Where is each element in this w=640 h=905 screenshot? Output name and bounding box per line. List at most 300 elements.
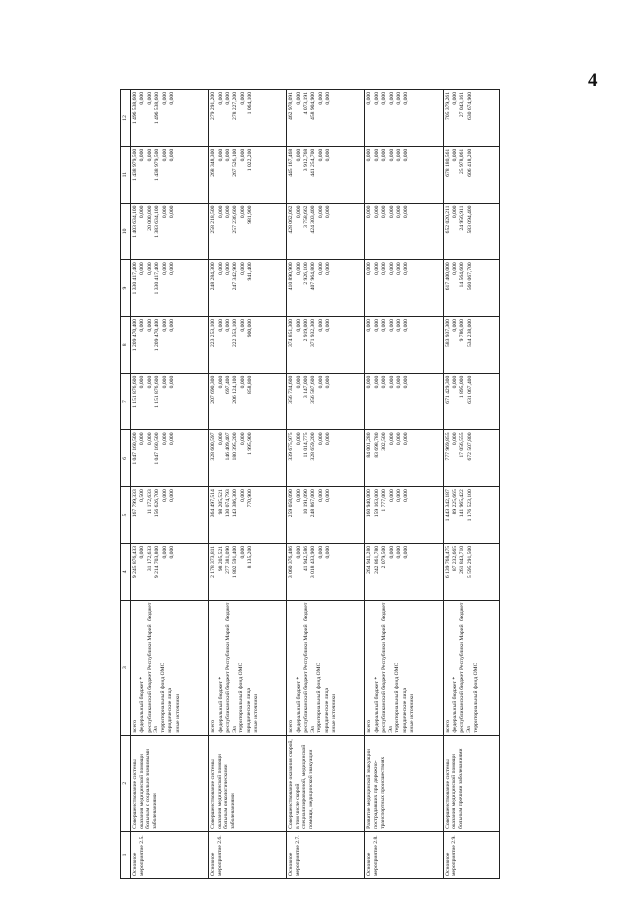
funding-source xyxy=(139,603,146,733)
amount-value: 1 151 876,600 xyxy=(132,375,138,408)
amount-value: 278 227,200 xyxy=(232,92,239,120)
amount-value: 1 176 523,100 xyxy=(466,489,473,522)
amount-value: 356 734,600 xyxy=(288,375,295,404)
funding-source-label: территориальный фонд ОМС xyxy=(159,662,166,733)
column-number: 2 xyxy=(121,735,131,831)
amount-value: 31 172,633 xyxy=(146,545,153,572)
amount-value: 0,000 xyxy=(168,375,175,389)
amount-value: 0,000 xyxy=(217,262,224,275)
amount-value: 0,000 xyxy=(317,205,324,219)
amount-value: 248 867,000 xyxy=(310,489,317,518)
funding-source-label: всего xyxy=(366,719,373,733)
amount-value: 0,000 xyxy=(395,92,402,105)
amount-value: 25 978,061 xyxy=(459,148,466,174)
amount-cell xyxy=(131,430,209,487)
amount-value: 0,000 xyxy=(451,432,458,446)
amount-cell xyxy=(209,543,287,600)
amount-value: 0,000 xyxy=(388,92,395,105)
column-number: 9 xyxy=(121,260,131,317)
amount-cell xyxy=(287,317,365,374)
funding-source xyxy=(366,603,373,733)
amount-value: 0,000 xyxy=(403,545,410,559)
amount-value: 0,000 xyxy=(317,432,324,446)
amount-value: 259 058,090 xyxy=(288,489,295,518)
amount-value: 1 438 979,500 xyxy=(154,148,161,181)
amount-value: 0,000 xyxy=(373,92,380,105)
amount-value: 0,000 xyxy=(239,545,246,559)
page-number: 4 xyxy=(588,70,598,91)
funding-source-label: иные источники xyxy=(409,693,416,733)
amount-cell xyxy=(287,430,365,487)
amount-value: 458 904,900 xyxy=(310,92,317,120)
column-number: 12 xyxy=(121,90,131,147)
amount-value: 0,000 xyxy=(403,319,410,332)
amount-value: 1 151 876,600 xyxy=(154,375,161,408)
funding-source xyxy=(225,603,238,733)
funding-sources-cell xyxy=(209,600,287,735)
amount-value: 4 073,191 xyxy=(303,92,310,115)
amount-value: 0,000 xyxy=(168,92,175,105)
funding-source-label: иные источники xyxy=(174,693,181,733)
amount-value: 0,000 xyxy=(224,148,231,162)
amount-value: 0,000 xyxy=(403,375,410,389)
amount-value: 268 348,300 xyxy=(210,148,217,177)
amount-value: 0,000 xyxy=(217,432,224,446)
amount-value: 583 094,400 xyxy=(466,205,473,234)
funding-source xyxy=(288,603,295,733)
amount-value: 0,000 xyxy=(451,92,458,105)
amount-value: 146 409,407 xyxy=(224,432,231,461)
amount-value: 24 956,911 xyxy=(459,205,466,231)
amount-value: 0,000 xyxy=(146,375,153,389)
amount-value: 0,000 xyxy=(451,319,458,332)
amount-cell xyxy=(131,487,209,544)
amount-value: 0,000 xyxy=(325,432,332,446)
amount-value: 0,000 xyxy=(161,432,168,446)
funding-source-label: республиканский бюджет Республики Марий Эл xyxy=(459,624,472,733)
amount-value: 257 236,600 xyxy=(232,205,239,234)
funding-source xyxy=(409,603,416,733)
amount-value: 11 014,775 xyxy=(303,432,310,458)
amount-value: 0,000 xyxy=(317,545,324,559)
funding-source xyxy=(303,603,316,733)
amount-value: 0,000 xyxy=(139,205,146,219)
amount-value: 302,500 xyxy=(381,432,388,451)
amount-value: 10 191,090 xyxy=(303,489,310,515)
amount-value: 0,000 xyxy=(366,92,373,105)
funding-source-label: юридические лица xyxy=(245,687,252,733)
column-number: 11 xyxy=(121,146,131,203)
amount-value: 364 497,514 xyxy=(210,489,217,518)
amount-value: 89 225,665 xyxy=(451,489,458,515)
amount-value: 981,900 xyxy=(247,205,254,224)
amount-value: 0,000 xyxy=(325,489,332,502)
funding-source-label: иные источники xyxy=(331,693,338,733)
amount-value: 20 000,000 xyxy=(146,205,153,231)
amount-cell xyxy=(443,260,499,317)
funding-source xyxy=(160,603,167,733)
amount-value: 0,000 xyxy=(381,319,388,332)
amount-value: 0,000 xyxy=(373,148,380,162)
funding-source-budget-tag: бюджет xyxy=(224,602,231,621)
amount-value: 207 690,300 xyxy=(210,375,217,404)
amount-value: 0,000 xyxy=(295,489,302,502)
funding-source-label: территориальный фонд ОМС xyxy=(472,662,479,733)
amount-value: 3 912,768 xyxy=(303,148,310,172)
amount-cell xyxy=(209,373,287,430)
amount-value: 248 284,300 xyxy=(210,262,217,291)
amount-value: 0,000 xyxy=(451,262,458,275)
amount-cell xyxy=(443,317,499,374)
amount-value: 424 303,400 xyxy=(310,205,317,234)
amount-value: 697,400 xyxy=(224,375,231,394)
column-number: 8 xyxy=(121,317,131,374)
amount-value: 0,000 xyxy=(239,432,246,446)
amount-value: 267 526,100 xyxy=(232,148,239,177)
amount-value: 428 062,062 xyxy=(288,205,295,234)
amount-value: 0,000 xyxy=(373,205,380,219)
amount-value: 0,000 xyxy=(388,489,395,502)
amount-value: 0,000 xyxy=(224,205,231,219)
funding-source-budget-tag: бюджет xyxy=(381,602,388,621)
amount-cell xyxy=(443,373,499,430)
amount-value: 445 167,468 xyxy=(288,148,295,177)
amount-cell xyxy=(365,373,443,430)
amount-value: 339 675,975 xyxy=(288,432,295,461)
amount-value: 0,000 xyxy=(381,375,388,389)
amount-value: 606 418,200 xyxy=(466,148,473,177)
amount-value: 258 218,500 xyxy=(210,205,217,234)
column-number: 1 xyxy=(121,831,131,878)
funding-sources-cell xyxy=(287,600,365,735)
amount-value: 0,000 xyxy=(317,148,324,162)
amount-value: 0,000 xyxy=(388,375,395,389)
amount-value: 1 438 979,500 xyxy=(132,148,138,181)
funding-source-label: всего xyxy=(288,719,295,733)
amount-value: 0,000 xyxy=(395,375,402,389)
table-row xyxy=(365,90,443,879)
amount-value: 0,000 xyxy=(161,262,168,275)
funding-source-label: территориальный фонд ОМС xyxy=(316,662,323,733)
amount-cell xyxy=(443,90,499,147)
amount-value: 1 047 160,500 xyxy=(154,432,161,465)
amount-cell xyxy=(443,146,499,203)
amount-value: 0,000 xyxy=(239,148,246,162)
amount-value: 900,000 xyxy=(247,319,254,338)
table-row xyxy=(131,90,209,879)
amount-value: 0,000 xyxy=(395,205,402,219)
amount-cell xyxy=(131,543,209,600)
amount-value: 0,000 xyxy=(217,375,224,389)
amount-value: 0,000 xyxy=(139,545,146,559)
funding-source-label: территориальный фонд ОМС xyxy=(238,662,245,733)
amount-value: 0,000 xyxy=(325,545,332,559)
amount-value: 0,000 xyxy=(317,262,324,275)
amount-value: 98 205,521 xyxy=(217,489,224,515)
funding-source-budget-tag: бюджет xyxy=(146,602,153,621)
amount-value: 0,000 xyxy=(161,205,168,219)
amount-value: 247 342,900 xyxy=(232,262,239,291)
amount-value: 1 895,000 xyxy=(459,375,466,399)
amount-value: 0,000 xyxy=(366,148,373,162)
amount-value: 356 587,600 xyxy=(310,375,317,404)
amount-cell xyxy=(209,146,287,203)
amount-cell xyxy=(443,543,499,600)
amount-value: 0,000 xyxy=(366,375,373,389)
amount-value: 407 964,800 xyxy=(310,262,317,291)
amount-value: 858,800 xyxy=(247,375,254,394)
column-number: 3 xyxy=(121,600,131,735)
funding-source xyxy=(296,603,303,733)
amount-value: 0,000 xyxy=(139,375,146,389)
funding-sources-cell xyxy=(443,600,499,735)
amount-value: 1 047 160,500 xyxy=(132,432,138,465)
amount-value: 0,000 xyxy=(224,92,231,105)
measure-cell: Основное мероприятие 2.6. xyxy=(209,831,287,878)
funding-source-label: республиканский бюджет Республики Марий Эл xyxy=(146,624,160,733)
amount-value: 534 238,000 xyxy=(466,319,473,347)
amount-cell xyxy=(131,90,209,147)
amount-cell xyxy=(365,203,443,260)
amount-value: 0,000 xyxy=(139,262,146,275)
amount-cell xyxy=(131,260,209,317)
amount-value: 11 172,633 xyxy=(146,489,153,515)
column-number: 6 xyxy=(121,430,131,487)
funding-source-label: юридические лица xyxy=(401,687,408,733)
funding-source xyxy=(331,603,338,733)
measure-cell: Основное мероприятие 2.9. xyxy=(443,831,499,878)
amount-value: 652 020,211 xyxy=(444,205,451,234)
funding-source-label: территориальный фонд ОМС xyxy=(394,662,401,733)
funding-source-label: федеральный бюджет * xyxy=(139,676,146,733)
funding-source-label: иные источники xyxy=(252,693,259,733)
amount-value: 631 067,400 xyxy=(466,375,473,404)
funding-source-label: всего xyxy=(210,719,217,733)
amount-cell xyxy=(209,487,287,544)
amount-value: 0,000 xyxy=(317,319,324,332)
amount-value: 0,000 xyxy=(395,148,402,162)
amount-value: 0,000 xyxy=(168,489,175,502)
amount-value: 0,000 xyxy=(217,319,224,332)
amount-value: 3 147,000 xyxy=(303,375,310,399)
amount-value: 1 209 470,400 xyxy=(154,319,161,352)
amount-value: 0,000 xyxy=(217,92,224,105)
amount-value: 462 978,091 xyxy=(288,92,295,120)
amount-value: 678 180,561 xyxy=(444,148,451,177)
table-row xyxy=(209,90,287,879)
amount-value: 0,000 xyxy=(146,148,153,162)
amount-value: 2 079,500 xyxy=(381,545,388,569)
amount-value: 0,000 xyxy=(381,262,388,275)
amount-value: 0,000 xyxy=(395,432,402,446)
funding-source xyxy=(324,603,331,733)
amount-value: 0,000 xyxy=(366,262,373,275)
funding-source xyxy=(316,603,323,733)
amount-value: 143 386,300 xyxy=(232,489,239,518)
rotated-table-wrapper xyxy=(120,89,500,879)
amount-value: 206 124,100 xyxy=(232,375,239,404)
amount-value: 617 400,000 xyxy=(444,262,451,291)
amount-value: 261 843,710 xyxy=(459,545,466,574)
measure-cell: Основное мероприятие 2.7. xyxy=(287,831,365,878)
funding-source xyxy=(238,603,245,733)
amount-cell xyxy=(209,90,287,147)
amount-value: 0,000 xyxy=(239,375,246,389)
amount-value: 0,000 xyxy=(373,319,380,332)
amount-value: 0,000 xyxy=(139,432,146,446)
amount-value: 328 600,597 xyxy=(210,432,217,461)
amount-value: 0,000 xyxy=(325,375,332,389)
funding-source-label: всего xyxy=(132,719,138,733)
amount-value: 0,000 xyxy=(139,92,146,105)
amount-value: 0,000 xyxy=(325,148,332,162)
amount-value: 0,000 xyxy=(161,489,168,502)
funding-source-label: федеральный бюджет * xyxy=(217,676,224,733)
amount-value: 0,000 xyxy=(403,432,410,446)
amount-value: 0,000 xyxy=(381,148,388,162)
measure-cell: Основное мероприятие 2.5. xyxy=(131,831,209,878)
amount-value: 1 802 591,400 xyxy=(232,545,239,579)
amount-value: 1 496 538,600 xyxy=(154,92,161,125)
amount-value: 0,000 xyxy=(239,205,246,219)
amount-value: 0,000 xyxy=(217,205,224,219)
amount-value: 27 043,161 xyxy=(459,92,466,118)
amount-value: 777 969,855 xyxy=(444,432,451,461)
amount-cell xyxy=(443,203,499,260)
amount-value: 84 001,280 xyxy=(366,432,373,458)
column-number: 5 xyxy=(121,487,131,544)
amount-value: 0,000 xyxy=(317,375,324,389)
amount-value: 0,000 xyxy=(403,205,410,219)
amount-value: 6 139 768,475 xyxy=(444,545,451,579)
amount-value: 0,000 xyxy=(388,545,395,559)
funding-source-label: федеральный бюджет * xyxy=(451,676,458,733)
column-number: 10 xyxy=(121,203,131,260)
amount-cell xyxy=(365,543,443,600)
amount-value: 0,000 xyxy=(168,205,175,219)
amount-value: 0,000 xyxy=(139,148,146,162)
amount-value: 0,000 xyxy=(395,489,402,502)
amount-value: 5 595 291,500 xyxy=(466,545,473,579)
amount-cell xyxy=(365,430,443,487)
amount-value: 9 245 876,433 xyxy=(132,545,138,579)
table-row xyxy=(287,90,365,879)
funding-table xyxy=(120,89,500,879)
amount-cell xyxy=(209,317,287,374)
amount-value: 159 163,000 xyxy=(373,489,380,518)
amount-value: 0,000 xyxy=(224,319,231,332)
amount-value: 0,000 xyxy=(161,148,168,162)
amount-value: 14 564,600 xyxy=(459,262,466,288)
amount-value: 0,000 xyxy=(168,262,175,275)
amount-value: 672 507,800 xyxy=(466,432,473,461)
amount-value: 0,000 xyxy=(373,262,380,275)
funding-source-label: федеральный бюджет * xyxy=(295,676,302,733)
measure-title-cell: Развитие медицинской эвакуации пострадавших при дорожно-транспортных происшествиях xyxy=(365,735,443,831)
amount-value: 9 214 703,800 xyxy=(154,545,161,579)
amount-value: 0,000 xyxy=(161,92,168,105)
amount-cell xyxy=(287,260,365,317)
amount-cell xyxy=(131,203,209,260)
amount-value: 371 932,300 xyxy=(310,319,317,347)
amount-cell xyxy=(443,487,499,544)
measure-title-cell: Совершенствование системы оказания медицинской помощи больным онкологическими заболеваниями xyxy=(209,735,287,831)
funding-sources-cell xyxy=(365,600,443,735)
funding-source xyxy=(147,603,160,733)
amount-value: 0,000 xyxy=(239,92,246,105)
amount-value: 0,000 xyxy=(295,319,302,332)
amount-value: 0,000 xyxy=(451,205,458,219)
table-row xyxy=(443,90,499,879)
amount-value: 328 659,200 xyxy=(310,432,317,461)
amount-value: 0,000 xyxy=(295,262,302,275)
amount-value: 0,000 xyxy=(381,92,388,105)
column-number: 7 xyxy=(121,373,131,430)
amount-value: 279 291,200 xyxy=(210,92,217,120)
amount-value: 3 060 376,486 xyxy=(288,545,295,579)
amount-value: 17 056,555 xyxy=(459,432,466,458)
amount-value: 0,000 xyxy=(403,148,410,162)
amount-value: 0,000 xyxy=(168,148,175,162)
amount-cell xyxy=(287,203,365,260)
amount-cell xyxy=(365,146,443,203)
funding-source-label: юридические лица xyxy=(323,687,330,733)
amount-value: 0,000 xyxy=(146,92,153,105)
amount-value: 0,000 xyxy=(388,432,395,446)
amount-value: 0,000 xyxy=(325,319,332,332)
amount-value: 0,000 xyxy=(146,319,153,332)
amount-value: 441 254,700 xyxy=(310,148,317,177)
amount-value: 0,000 xyxy=(388,319,395,332)
amount-value: 156 626,700 xyxy=(154,489,161,518)
amount-cell xyxy=(287,90,365,147)
funding-source xyxy=(167,603,174,733)
funding-source xyxy=(381,603,394,733)
amount-value: 0,000 xyxy=(295,375,302,389)
amount-value: 0,000 xyxy=(239,489,246,502)
amount-value: 1 443 342,187 xyxy=(444,489,451,522)
amount-value: 264 941,280 xyxy=(366,545,373,574)
measure-title-cell: Совершенствование оказания скорой, в том числе скорой специализированной, медицинской помощи, медицинской эвакуации xyxy=(287,735,365,831)
column-number-row xyxy=(121,90,131,879)
funding-source xyxy=(210,603,217,733)
amount-value: 0,000 xyxy=(451,375,458,389)
amount-value: 0,000 xyxy=(395,319,402,332)
amount-value: 0,000 xyxy=(224,262,231,275)
amount-value: 9 786,000 xyxy=(459,319,466,342)
funding-source xyxy=(246,603,253,733)
amount-value: 1 496 538,600 xyxy=(132,92,138,125)
amount-value: 0,000 xyxy=(168,545,175,559)
funding-source-label: федеральный бюджет * xyxy=(373,676,380,733)
amount-value: 0,000 xyxy=(317,92,324,105)
amount-value: 83 698,780 xyxy=(373,432,380,458)
funding-source-label: всего xyxy=(444,719,451,733)
funding-source xyxy=(459,603,472,733)
amount-value: 0,000 xyxy=(168,319,175,332)
amount-value: 0,000 xyxy=(381,205,388,219)
funding-source xyxy=(218,603,225,733)
amount-value: 0,000 xyxy=(388,148,395,162)
amount-cell xyxy=(365,487,443,544)
amount-value: 2 919,000 xyxy=(303,319,310,342)
amount-value: 1 209 470,400 xyxy=(132,319,138,352)
table-body xyxy=(131,90,500,879)
amount-value: 0,000 xyxy=(168,432,175,446)
amount-cell xyxy=(209,260,287,317)
amount-value: 0,000 xyxy=(388,262,395,275)
amount-value: 0,000 xyxy=(239,319,246,332)
